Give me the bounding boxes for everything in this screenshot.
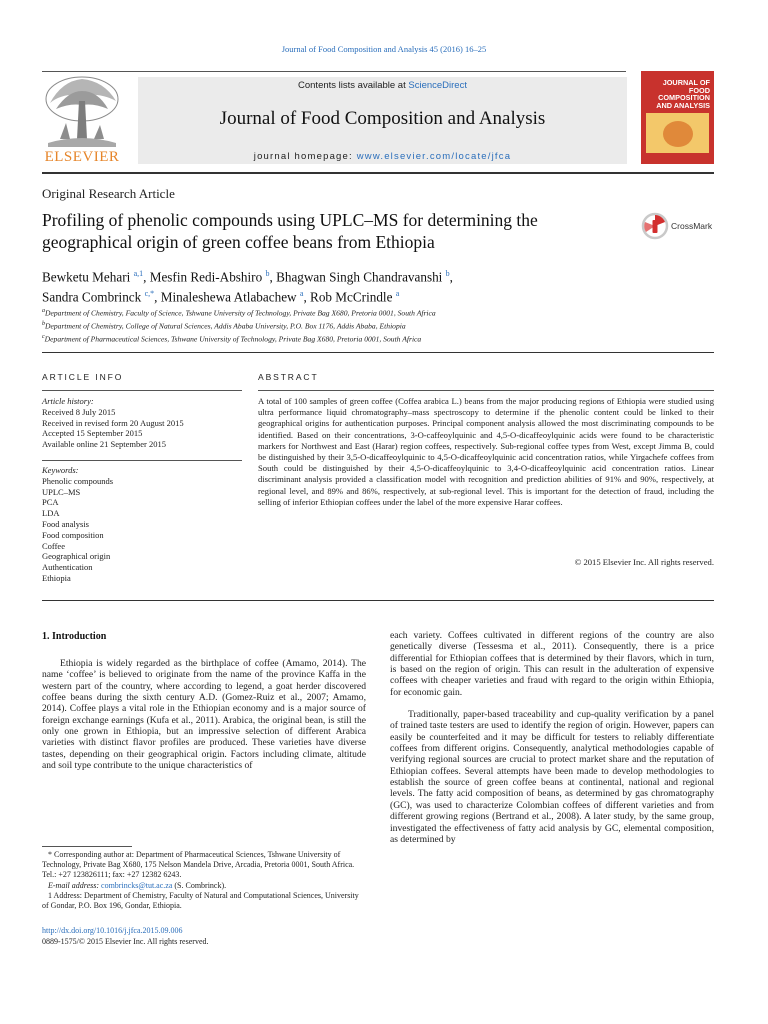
journal-cover-thumbnail[interactable] (641, 71, 714, 164)
journal-citation[interactable]: Journal of Food Composition and Analysis 45 (2016) 16–25 (281, 44, 487, 54)
keyword-item: Geographical origin (42, 551, 111, 562)
history-item: Received in revised form 20 August 2015 (42, 417, 184, 428)
doi-link[interactable]: http://dx.doi.org/10.1016/j.jfca.2015.09.006 (42, 926, 183, 935)
crossmark-badge[interactable] (641, 212, 717, 240)
author-affiliation-marker[interactable]: a,1 (133, 269, 144, 278)
article-title: Profiling of phenolic compounds using UPLC–MS for determining the geographical origin of green coffee beans from Ethiopia (42, 210, 538, 252)
author-separator: , (449, 269, 453, 285)
affiliation-marker: a (42, 308, 45, 314)
section-heading-introduction: 1. Introduction (42, 631, 107, 642)
affiliation-marker: b (42, 320, 45, 327)
keyword-item: Phenolic compounds (42, 475, 114, 486)
contents-prefix: Contents lists available at (298, 80, 409, 91)
cover-title-line: FOOD (688, 85, 710, 95)
article-info-heading: ARTICLE INFO (42, 372, 124, 382)
affiliation-item (42, 319, 692, 332)
keyword-item: PCA (42, 497, 59, 508)
keyword-item: Food analysis (42, 518, 89, 529)
body-paragraph: Traditionally, paper-based traceability and cup-quality verification by a panel of trained taste testers are used to identify the region of origin. However, papers can easily be counterfeited and it may be difficult for testers to reliably differentiate coffees from different origins. Consequently, analytical methodologies capable of verifying regional sources are crucial to protect market share and the reputation of Ethiopian coffees. Several attempts have been made to develop methodologies to establish the source of green coffee beans at continental, national and regional levels. The fatty acid composition of beans, as determined by gas chromatography (GC), was used to characterize Colombian coffees of different varieties and from different growing regions (Bertrand et al., 2008). A later study, by the same group, investigated the effectiveness of fatty acid analysis by GC, elemental composition, as determined by (390, 709, 714, 845)
keywords-rule (42, 460, 242, 461)
author-separator: , (154, 289, 161, 305)
keyword-item: Ethiopia (42, 572, 71, 583)
cover-title (648, 79, 710, 109)
sciencedirect-link[interactable]: ScienceDirect (408, 80, 467, 91)
affiliation-item (42, 332, 692, 345)
header-top-rule (42, 71, 626, 72)
elsevier-wordmark: ELSEVIER (44, 149, 120, 165)
keyword-item: Coffee (42, 540, 65, 551)
body-column-right (390, 630, 714, 845)
elsevier-tree-icon (42, 73, 122, 147)
affiliation-text: Department of Chemistry, College of Natural Sciences, Addis Ababa University, P.O. Box 1176, Addis Ababa, Ethiopia (45, 321, 406, 331)
author-separator: , (143, 269, 150, 285)
contents-available-line (138, 80, 627, 91)
footnote-address: 1 Address: Department of Chemistry, Faculty of Natural and Computational Sciences, University of Gondar, P.O. Box 196, Gondar, Ethiopia. (42, 890, 359, 911)
cover-title-line: COMPOSITION (658, 93, 710, 102)
footnote-email (42, 881, 366, 891)
article-info-rule (42, 390, 242, 391)
affiliation-item (42, 306, 692, 319)
affiliation-text: Department of Pharmaceutical Sciences, Tshwane University of Technology, Private Bag X680, Pretoria 0001, South Africa (44, 334, 422, 344)
cover-image-detail (663, 121, 693, 147)
author-affiliation-marker[interactable]: c,* (144, 289, 155, 299)
history-item: Received 8 July 2015 (42, 406, 116, 417)
author-name[interactable]: Mesfin Redi-Abshiro (149, 269, 263, 285)
journal-name: Journal of Food Composition and Analysis (219, 108, 546, 129)
homepage-prefix: journal homepage: (253, 151, 357, 162)
author-separator: , (303, 289, 311, 305)
issn-line: 0889-1575/© 2015 Elsevier Inc. All rights reserved. (42, 937, 209, 946)
article-type: Original Research Article (42, 186, 175, 201)
cover-title-line: JOURNAL OF (662, 78, 710, 87)
email-suffix: (S. Combrinck). (172, 880, 227, 890)
body-column-left (42, 658, 366, 771)
abstract-copyright: © 2015 Elsevier Inc. All rights reserved. (574, 557, 714, 567)
body-paragraph: each variety. Coffees cultivated in different regions of the country are also genetically diverse (Tessesma et al., 2011). Consequently, there is a price differential for Ethiopian coffees that is determined by their flavors, which in turn, is based on the region of origin. This can result in the adulteration of expensive coffees with cheaper varieties and fraud with regard to the origin within Ethiopia, for economic gain. (390, 630, 714, 698)
email-label: E-mail address: (48, 880, 102, 890)
author-affiliation-marker[interactable]: a (299, 289, 304, 299)
journal-homepage-line (138, 151, 627, 162)
header-bottom-rule (42, 172, 714, 174)
email-link[interactable]: combrincks@tut.ac.za (101, 880, 173, 890)
affiliation-marker: c (42, 333, 45, 340)
affiliations-rule (42, 352, 714, 353)
abstract-end-rule (42, 600, 714, 601)
history-item: Accepted 15 September 2015 (42, 428, 143, 439)
crossmark-icon (641, 212, 669, 240)
author-name[interactable]: Rob McCrindle (310, 289, 393, 305)
author-affiliation-marker[interactable]: a (395, 289, 400, 299)
history-item: Available online 21 September 2015 (42, 439, 167, 450)
footnotes (42, 850, 366, 911)
keyword-item: UPLC–MS (42, 486, 81, 497)
crossmark-label: CrossMark (671, 221, 713, 231)
keywords-list (42, 465, 242, 584)
body-paragraph: Ethiopia is widely regarded as the birthplace of coffee (Amamo, 2014). The name ‘coffee’ is believed to originate from the name of the province Kaffa in the western part of the country, where according to legend, a goat herder discovered coffee beans during the sixth century A.D. (Gomez-Ruiz et al., 2007; Amamo, 2014). Coffee plays a vital role in the Ethiopian economy and is a major source of foreign exchange earnings (Kufa et al., 2011). Arabica, the original bean, is still the only one grown in Ethiopia, but an impressive selection of different Arabica varieties with distinct flavor profiles are produced. These varieties have diverse tastes, depending on their geographical origin. Factors including climate, altitude and soil type contribute to the unique characteristics of (42, 658, 366, 772)
footnote-corresponding: * Corresponding author at: Department of Pharmaceutical Sciences, Tshwane University of Technology, Private Bag X680, 175 Nelson Mandela Drive, Arcadia, Pretoria 0001, South Africa. Tel.: +27 123826111; fax: +27 12382 6243. (42, 850, 355, 880)
affiliation-text: Department of Chemistry, Faculty of Science, Tshwane University of Technology, Private Bag X680, Pretoria 0001, South Africa (45, 308, 436, 318)
cover-title-line: AND ANALYSIS (656, 100, 710, 110)
keywords-label: Keywords: (42, 465, 79, 475)
affiliations (42, 306, 692, 344)
homepage-link[interactable]: www.elsevier.com/locate/jfca (356, 151, 512, 162)
keyword-item: Food composition (42, 529, 104, 540)
author-affiliation-marker[interactable]: b (265, 269, 270, 278)
author-separator: , (269, 269, 277, 285)
keyword-item: Authentication (42, 562, 93, 573)
keyword-item: LDA (42, 508, 60, 519)
author-name[interactable]: Bhagwan Singh Chandravanshi (276, 269, 443, 285)
article-history (42, 396, 242, 450)
author-name[interactable]: Minaleshewa Atlabachew (160, 289, 297, 305)
elsevier-logo[interactable] (42, 73, 122, 165)
footnote-rule (42, 846, 132, 847)
author-name[interactable]: Sandra Combrinck (42, 289, 142, 305)
history-label: Article history: (42, 396, 94, 406)
abstract-text: A total of 100 samples of green coffee (Coffea arabica L.) beans from the major producing regions of Ethiopia were studied using ultra performance liquid chromatography–mass spectroscopy to determine if the phenolic content could be linked to their geographical origins for authentication purposes. Principal component analysis allowed the most discriminating compounds to be identified. Based on their concentrations, 3-O-caffeoylquinic and 4,5-O-dicaffeoylquinic acids were found to be characteristic markers for Northwest and East (Harar) region coffees, respectively. Sub-regional coffee types from West, except Jimma B, could be distinguished by their 3,5-O-dicaffeoylquinic to 4,5-O-dicaffeoylquinic acid concentration ratios, while Yirgachefe coffees from South could be distinguished by their 4,5-O-dicaffeoylquinic to 3,4-O-dicaffeoylquinic acid concentration ratios. Linear discriminant analysis provided a classification model with recognition and prediction abilities of 91% and 90%, respectively, at regional level, and 89% and 86%, respectively, at sub-regional level. This is important for the detection of fraud, including the selling of inferior Ethiopian coffees under the label of the more expensive Harar coffees. (258, 396, 714, 507)
abstract-rule (258, 390, 714, 391)
abstract-heading: ABSTRACT (258, 372, 319, 382)
author-affiliation-marker[interactable]: b (445, 269, 450, 278)
author-name[interactable]: Bewketu Mehari (42, 269, 131, 285)
author-list (42, 265, 662, 306)
